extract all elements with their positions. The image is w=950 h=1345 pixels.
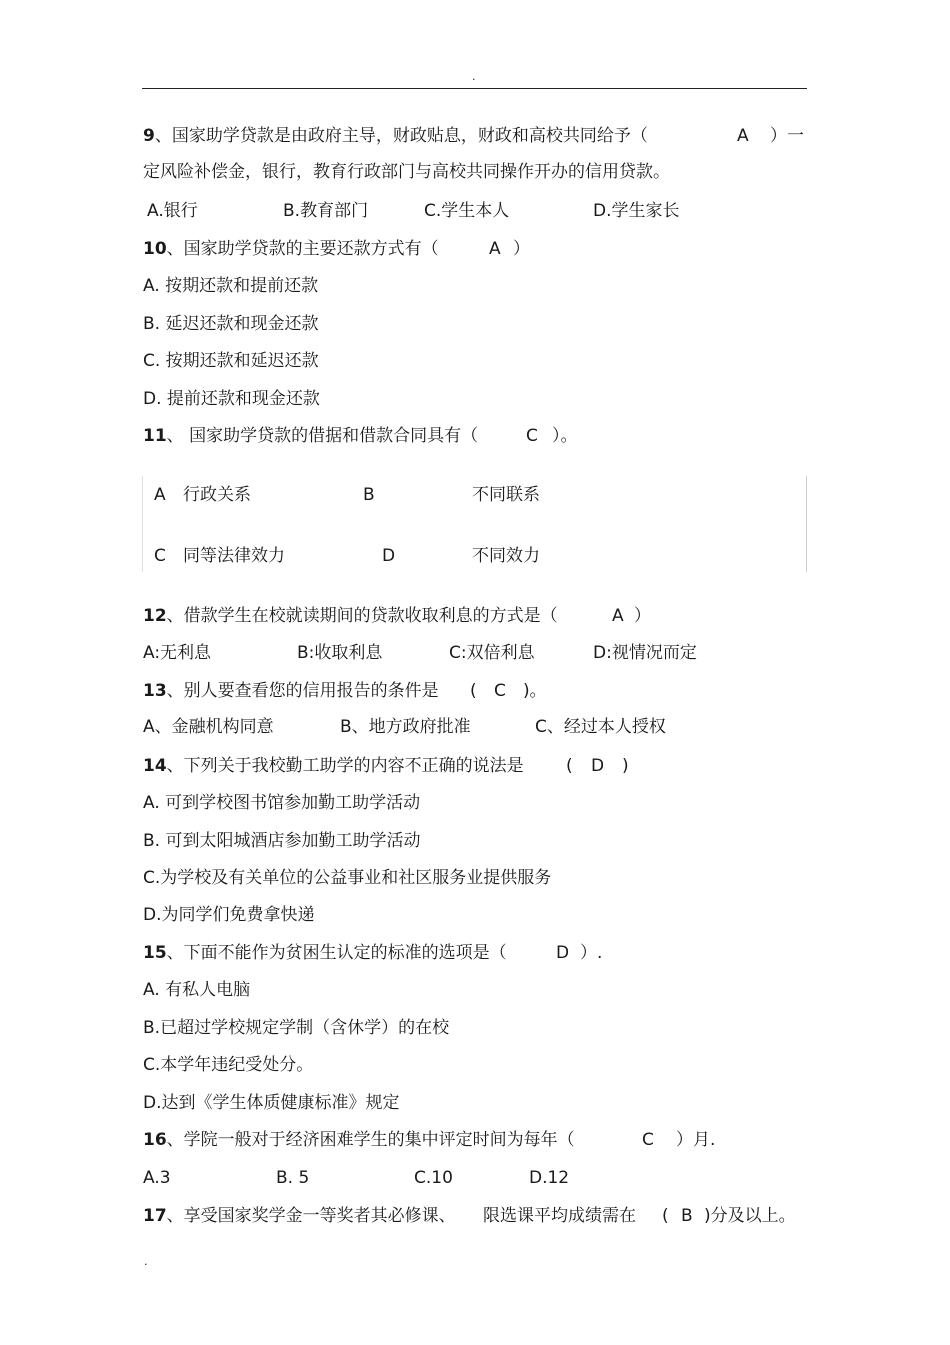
question-number: 13 [143, 681, 167, 701]
option-b: B.已超过学校规定学制（含休学）的在校 [143, 1018, 450, 1038]
header-rule [142, 88, 807, 89]
options-table-right-border [806, 476, 807, 572]
question-number: 11 [143, 426, 167, 446]
option-b: B. 5 [276, 1168, 310, 1188]
question-13-answer: C [494, 681, 506, 701]
table-option-a-letter: A [154, 485, 166, 505]
question-number: 12 [143, 606, 167, 626]
question-9-stem-end: ）一 [770, 126, 804, 146]
option-d: D.12 [529, 1168, 570, 1188]
option-b: B.教育部门 [283, 201, 369, 221]
question-10-answer: A [489, 239, 501, 259]
question-14-paren-close: ) [622, 756, 629, 776]
question-stem: 、借款学生在校就读期间的贷款收取利息的方式是（ [166, 606, 558, 626]
table-option-c-text: 同等法律效力 [183, 546, 285, 566]
question-stem: 、国家助学贷款的主要还款方式有（ [166, 239, 439, 259]
option-a: A:无利息 [143, 643, 212, 663]
option-d: D.达到《学生体质健康标准》规定 [143, 1093, 400, 1113]
question-number: 15 [143, 943, 167, 963]
question-16-stem [143, 1130, 575, 1150]
question-stem: 、国家助学贷款是由政府主导，财政贴息，财政和高校共同给予（ [154, 126, 648, 146]
option-c: C. 按期还款和延迟还款 [143, 351, 319, 371]
option-a: A、金融机构同意 [143, 717, 274, 737]
option-a: A.3 [143, 1168, 171, 1188]
question-14-answer: D [591, 756, 605, 776]
question-stem: 、下面不能作为贫困生认定的标准的选项是（ [166, 943, 507, 963]
question-16-answer: C [642, 1130, 654, 1150]
question-13-stem-end: )。 [523, 681, 547, 701]
question-14-paren-open: ( [566, 756, 573, 776]
footer-dot: . [144, 1255, 148, 1268]
table-option-d-text: 不同效力 [472, 546, 540, 566]
question-17-stem-mid: 限选课平均成绩需在 [483, 1206, 636, 1226]
option-d: D.学生家长 [593, 201, 680, 221]
question-number: 10 [143, 239, 167, 259]
question-9-line1 [143, 126, 648, 146]
question-16-stem-end: ）月. [676, 1130, 716, 1150]
question-13-stem [143, 681, 439, 701]
table-option-b-text: 不同联系 [472, 485, 540, 505]
option-b: B. 可到太阳城酒店参加勤工助学活动 [143, 831, 421, 851]
question-number: 16 [143, 1130, 167, 1150]
question-12-stem-end: ） [634, 606, 651, 626]
option-c: C.10 [414, 1168, 453, 1188]
option-c: C、经过本人授权 [535, 717, 666, 737]
question-number: 9 [143, 126, 155, 146]
option-d: D. 提前还款和现金还款 [143, 389, 320, 409]
question-17-stem-end: )分及以上。 [704, 1206, 796, 1226]
option-b: B. 延迟还款和现金还款 [143, 314, 319, 334]
question-9-line2: 定风险补偿金，银行，教育行政部门与高校共同操作开办的信用贷款。 [143, 162, 670, 182]
option-c: C.学生本人 [424, 201, 510, 221]
question-stem: 、下列关于我校勤工助学的内容不正确的说法是 [166, 756, 524, 776]
question-stem: 、别人要查看您的信用报告的条件是 [166, 681, 439, 701]
option-a: A. 按期还款和提前还款 [143, 276, 319, 296]
question-number: 14 [143, 756, 167, 776]
header-dot: . [472, 70, 476, 83]
option-c: C.本学年违纪受处分。 [143, 1055, 314, 1075]
option-a: A.银行 [147, 201, 198, 221]
option-a: A. 可到学校图书馆参加勤工助学活动 [143, 793, 421, 813]
question-12-stem [143, 606, 558, 626]
question-15-answer: D [556, 943, 570, 963]
options-table-left-border [142, 476, 143, 572]
question-number: 17 [143, 1206, 167, 1226]
option-a: A. 有私人电脑 [143, 980, 251, 1000]
option-d: D:视情况而定 [593, 643, 697, 663]
option-b: B、地方政府批准 [340, 717, 471, 737]
question-11-stem [143, 426, 478, 446]
question-17-paren-open: ( [662, 1206, 669, 1226]
question-9-answer: A [737, 126, 749, 146]
question-10-stem [143, 239, 439, 259]
option-d: D.为同学们免费拿快递 [143, 905, 315, 925]
question-12-answer: A [612, 606, 624, 626]
question-14-stem [143, 756, 524, 776]
table-option-a-text: 行政关系 [183, 485, 251, 505]
table-option-d-letter: D [382, 546, 396, 566]
question-11-answer: C [526, 426, 538, 446]
question-17-answer: B [681, 1206, 693, 1226]
question-stem: 、学院一般对于经济困难学生的集中评定时间为每年（ [166, 1130, 575, 1150]
option-c: C.为学校及有关单位的公益事业和社区服务业提供服务 [143, 868, 552, 888]
option-c: C:双倍利息 [449, 643, 535, 663]
question-10-stem-end: ） [513, 239, 530, 259]
question-17-stem [143, 1206, 456, 1226]
question-11-stem-end: ）。 [552, 426, 578, 446]
question-13-paren-open: ( [470, 681, 477, 701]
question-stem: 、享受国家奖学金一等奖者其必修课、 [166, 1206, 456, 1226]
table-option-b-letter: B [363, 485, 375, 505]
question-15-stem-end: ）. [580, 943, 603, 963]
table-option-c-letter: C [154, 546, 166, 566]
question-stem: 、 国家助学贷款的借据和借款合同具有（ [166, 426, 479, 446]
question-15-stem [143, 943, 507, 963]
option-b: B:收取利息 [297, 643, 383, 663]
